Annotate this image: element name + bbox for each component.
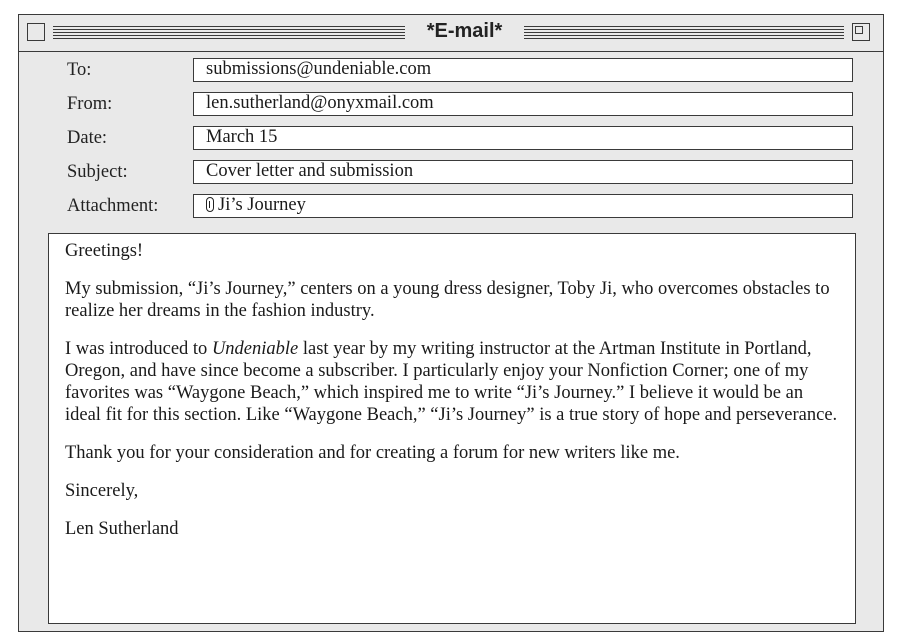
close-box-icon[interactable] bbox=[27, 23, 45, 41]
magazine-title: Undeniable bbox=[211, 339, 299, 359]
to-row bbox=[19, 58, 885, 84]
attachment-name[interactable]: Ji’s Journey bbox=[218, 195, 306, 215]
paragraph-1: My submission, “Ji’s Journey,” centers on a young dress designer, Toby Ji, who overcomes obstacles to realize her dreams in the fashion industry. bbox=[65, 279, 830, 321]
greeting-text: Greetings! bbox=[65, 241, 144, 261]
to-field[interactable]: submissions@undeniable.com bbox=[193, 58, 853, 82]
attachment-label: Attachment: bbox=[67, 196, 159, 216]
subject-field[interactable]: Cover letter and submission bbox=[193, 160, 853, 184]
zoom-box-icon[interactable] bbox=[852, 23, 870, 41]
date-row bbox=[19, 126, 885, 152]
attachment-field[interactable] bbox=[193, 194, 853, 218]
title-bar-stripes-left bbox=[53, 26, 405, 40]
window-title: *E-mail* bbox=[426, 20, 503, 42]
paragraph-2 bbox=[65, 338, 841, 426]
subject-label: Subject: bbox=[67, 162, 128, 182]
paragraph-2-end: last year by my writing instructor at the Artman Institute in Portland, Oregon, and have since become a subscriber. I particularly enjoy your Nonfiction Corner; one of my favorites was “Waygone Beach,” which inspired me to write “Ji’s Journey.” I believe it would be an ideal fit for this section. Like “Waygone Beach,” “Ji’s Journey” is a true story of hope and perseverance. bbox=[65, 339, 838, 425]
paragraph-3: Thank you for your consideration and for creating a forum for new writers like me. bbox=[65, 443, 680, 463]
title-bar[interactable] bbox=[19, 15, 883, 52]
email-window bbox=[18, 14, 884, 632]
paperclip-icon bbox=[206, 197, 214, 212]
from-field[interactable]: len.sutherland@onyxmail.com bbox=[193, 92, 853, 116]
date-label: Date: bbox=[67, 128, 108, 148]
date-field[interactable]: March 15 bbox=[193, 126, 853, 150]
from-row bbox=[19, 92, 885, 118]
from-label: From: bbox=[67, 94, 113, 114]
subject-row bbox=[19, 160, 885, 186]
title-bar-stripes-right bbox=[524, 26, 844, 40]
closing-text: Sincerely, bbox=[65, 481, 139, 501]
signature-text: Len Sutherland bbox=[65, 519, 179, 539]
attachment-row bbox=[19, 194, 885, 220]
paragraph-2-start: I was introduced to bbox=[65, 339, 212, 359]
to-label: To: bbox=[67, 60, 92, 80]
message-body[interactable] bbox=[48, 233, 856, 624]
